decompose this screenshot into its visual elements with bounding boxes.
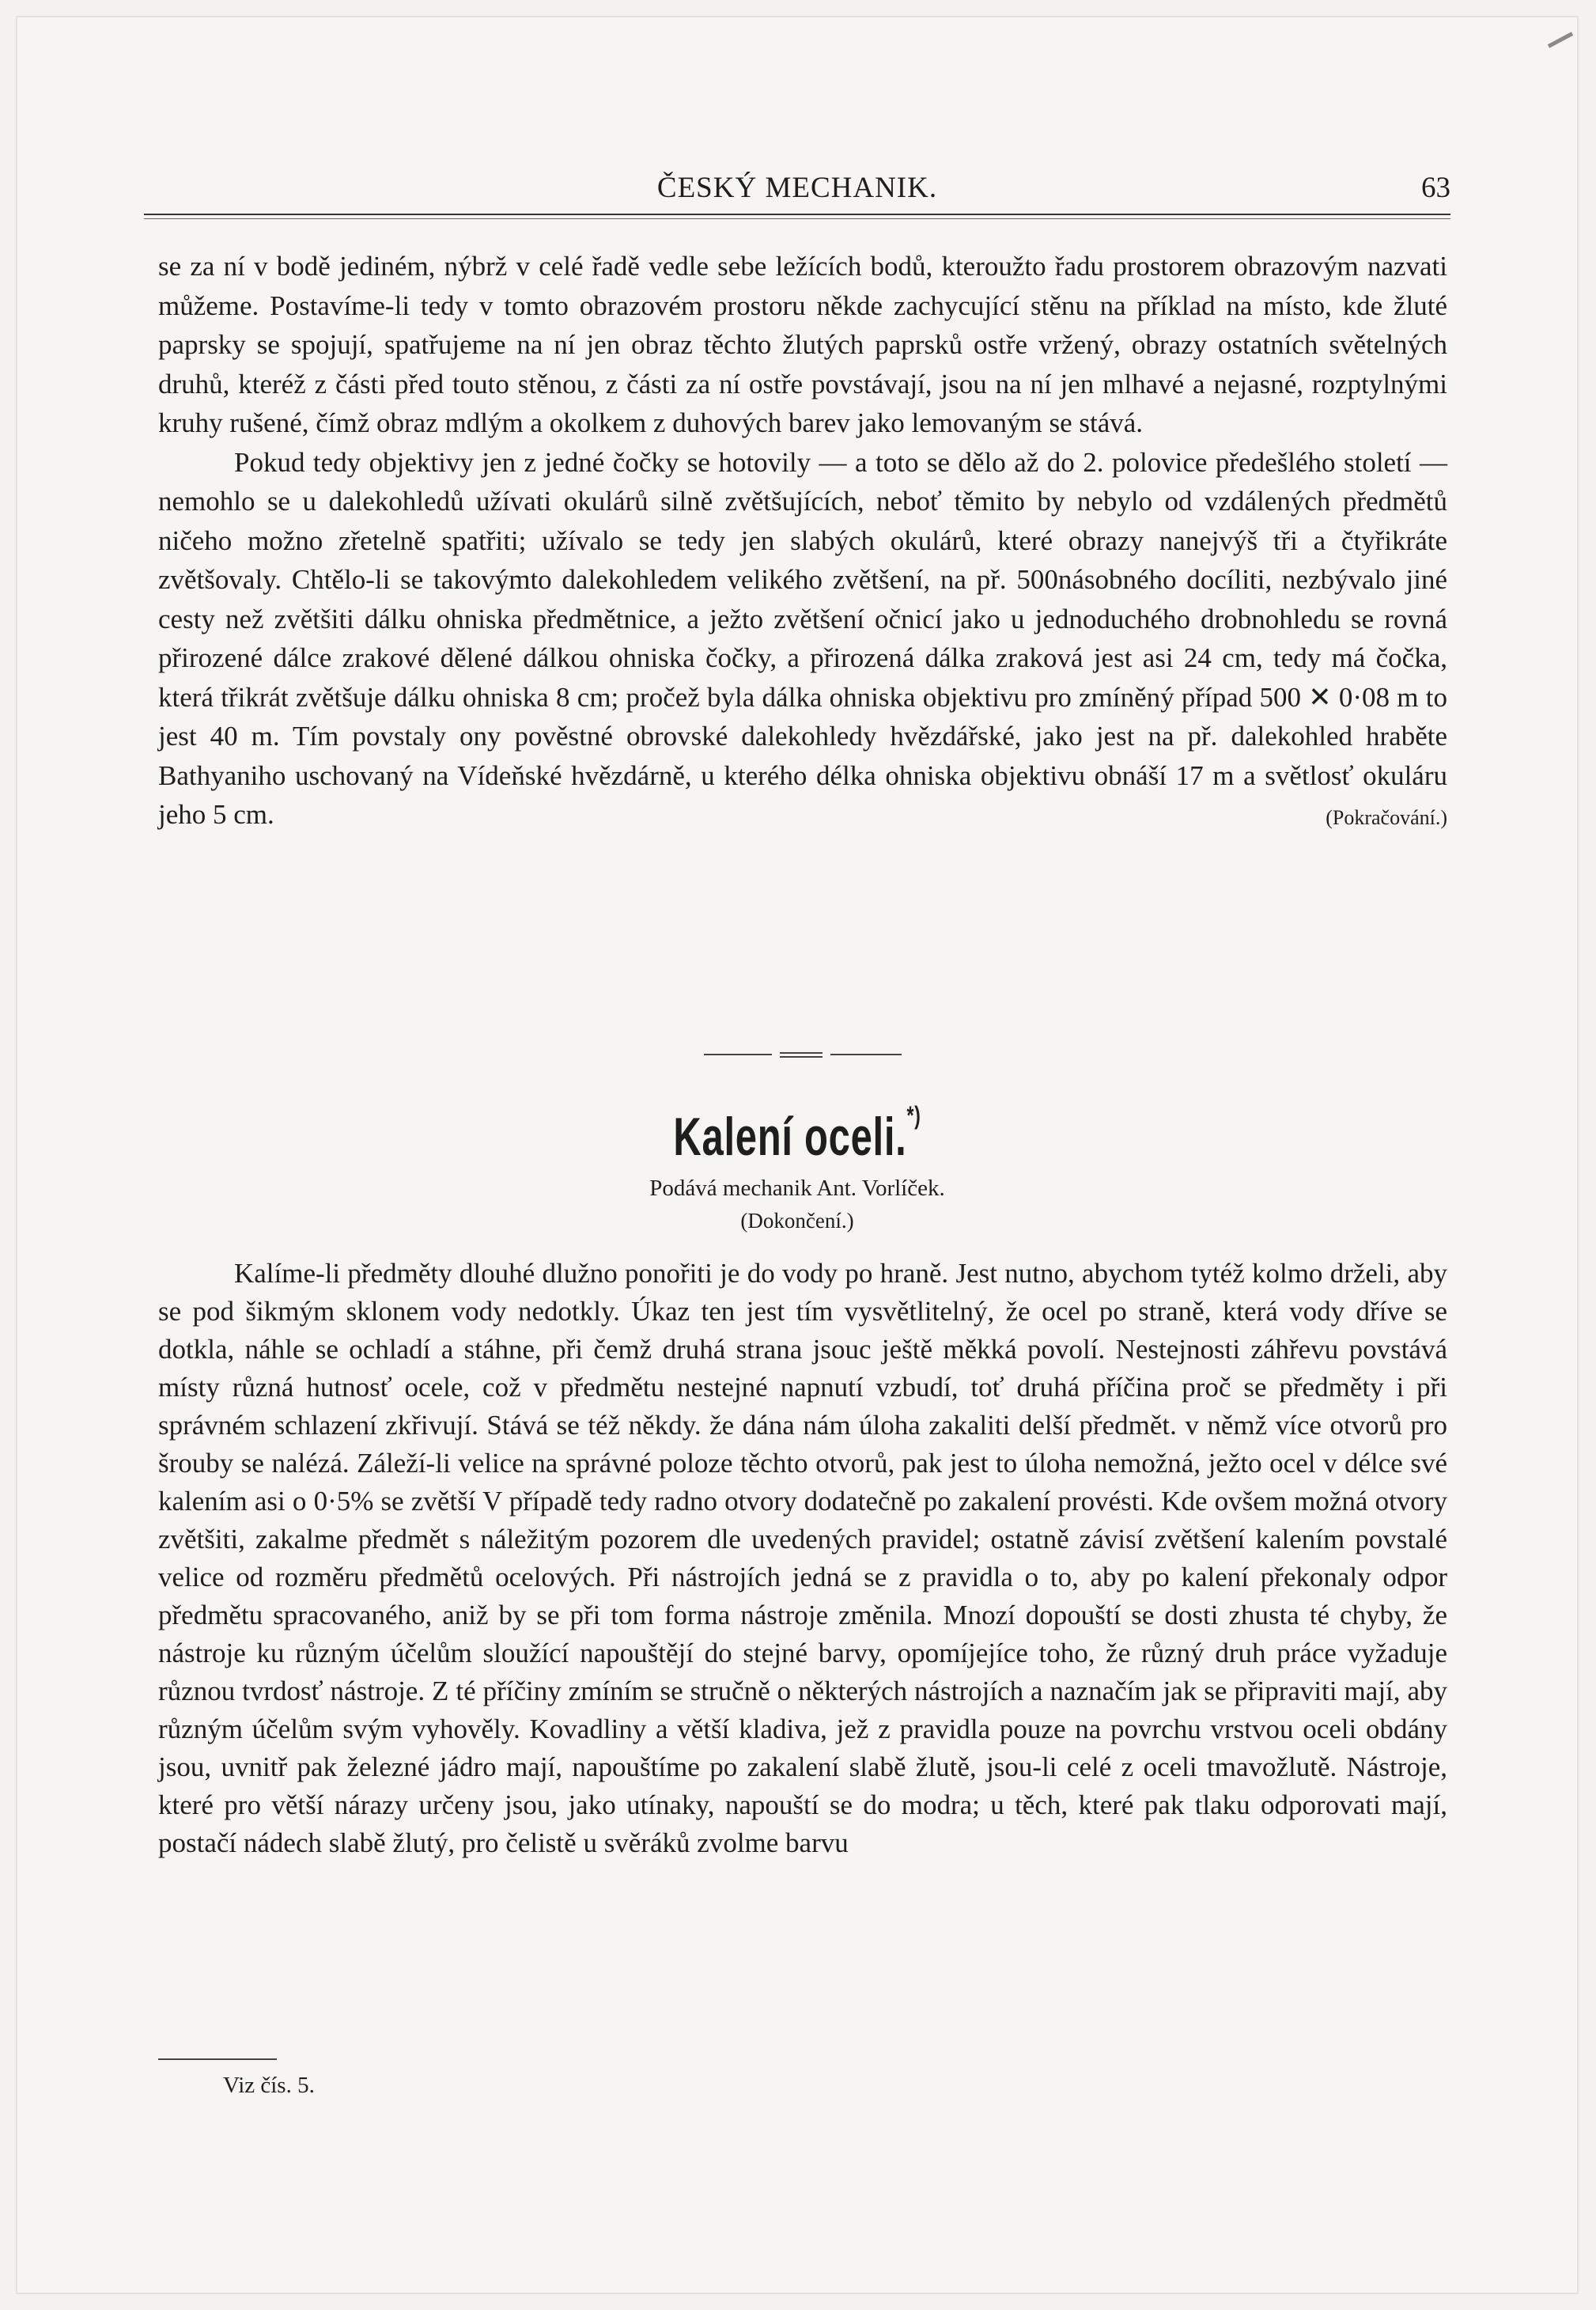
divider-dash [704,1054,772,1055]
paragraph: se za ní v bodě jediném, nýbrž v celé řadě vedle sebe ležících bodů, kteroužto řadu prostorem obrazovým nazvati můžeme. Postavíme-li tedy v tomto obrazovém prostoru někde zachycující stěnu na příklad na místo, kde žluté paprsky se spojují, spatřujeme na ní jen obraz těchto žlutých paprsků ostře vržený, obrazy ostatních světelných druhů, kteréž z části před touto stěnou, z části za ní ostře povstávají, jsou na ní jen mlhavé a nejasné, rozptylnými kruhy rušené, čímž obraz mdlým a okolkem z duhových barev jako lemovaným se stává. [158,251,1447,438]
divider-dash [780,1052,823,1054]
previous-article-text [158,247,1447,838]
paragraph: Kalíme-li předměty dlouhé dlužno ponořiti je do vody po hraně. Jest nutno, abychom tytéž kolmo drželi, aby se pod šikmým sklonem vody nedotkly. Úkaz ten jest tím vysvětlitelný, že ocel po straně, která vody dříve se dotkla, náhle se ochladí a stáhne, při čemž druhá strana jsouc ještě měkká povolí. Nestejnosti záhřevu povstává místy různá hutnosť ocele, což v předmětu nestejné napnutí vzbudí, toť druhá příčina proč se předměty i při správném schlazení zkřivují. Stává se též někdy. že dána nám úloha zakaliti delší předmět. v němž více otvorů pro šrouby se nalézá. Záleží-li velice na správné poloze těchto otvorů, pak jest to úloha nemožná, ježto ocel v délce své kalením asi o 0·5% se zvětší V případě tedy radno otvory dodatečně po zakalení provésti. Kde ovšem možná otvory zvětšiti, zakalme předmět s náležitým pozorem dle uvedených pravidel; ostatně závisí zvětšení kalením povstalé velice od rozměru předmětů ocelových. Při nástrojích jedná se z pravidla o to, aby po kalení překonaly odpor předmětu spracovaného, aniž by se při tom forma nástroje změnila. Mnozí dopouští se dosti zhusta té chyby, že nástroje ku různým účelům sloužící napouštějí do stejné barvy, opomíjejíce toho, že různý druh práce vyžaduje různou tvrdosť nástroje. Z té příčiny zmíním se stručně o některých nástrojích a naznačím jak se připraviti mají, aby různým účelům svým vyhověly. Kovadliny a větší kladiva, jež z pravidla pouze na povrchu vrstvou oceli obdány jsou, uvnitř pak železné jádro mají, napouštíme po zakalení slabě žlutě, jsou-li celé z oceli tmavožlutě. Nástroje, které pro větší nárazy určeny jsou, jako utínaky, napouští se do modra; u těch, které pak tlaku odporovati mají, postačí nádech slabě žlutý, pro čelistě u svěráků zvolme barvu [158,1258,1447,1858]
footnote-rule [158,2058,277,2060]
article-text [158,1255,1447,1862]
divider-dash [830,1054,902,1055]
article-title-text: Kalení oceli. [673,1107,907,1167]
footnote: Viz čís. 5. [223,2073,315,2098]
section-divider [704,1052,902,1057]
header-rule [144,214,1450,219]
scan-mark [1548,32,1573,47]
running-title: ČESKÝ MECHANIK. [656,172,938,204]
article-title [235,1101,1360,1168]
page-number: 63 [1421,172,1450,204]
paragraph-text: Pokud tedy objektivy jen z jedné čočky se hotovily — a toto se dělo až do 2. polovice předešlého století — nemohlo se u dalekohledů užívati okulárů silně zvětšujících, neboť těmito by nebylo od vzdálených předmětů ničeho možno zřetelně spatřiti; užívalo se tedy jen slabých okulárů, které obrazy nanejvýš tři a čtyřikráte zvětšovaly. Chtělo-li se takovýmto dalekohledem velikého zvětšení, na př. 500násobného docíliti, nezbývalo jiné cesty než zvětšiti dálku ohniska předmětnice, a ježto zvětšení očnicí jako u jednoduchého drobnohledu se rovná přirozené dálce zrakové dělené dálkou ohniska čočky, a přirozená dálka zraková jest asi 24 cm, tedy má čočka, která třikrát zvětšuje dálku ohniska 8 cm; pročež byla dálka ohniska objektivu pro zmíněný případ 500 ✕ 0·08 m to jest 40 m. Tím povstaly ony pověstné obrovské dalekohledy hvězdářské, jako jest na př. dalekohled hraběte Bathyaniho uschovaný na Vídeňské hvězdárně, u kterého délka ohniska objektivu obnáší 17 m a světlosť okuláru jeho 5 cm. [158,446,1447,830]
article-part-label: (Dokončení.) [740,1209,854,1233]
paragraph [158,443,1447,835]
book-page [16,16,1579,2294]
divider-dash [780,1056,823,1058]
running-head [16,171,1579,210]
article-byline: Podává mechanik Ant. Vorlíček. [649,1176,945,1201]
continued-label: (Pokračování.) [1326,806,1447,829]
footnote-marker: *) [906,1101,921,1130]
